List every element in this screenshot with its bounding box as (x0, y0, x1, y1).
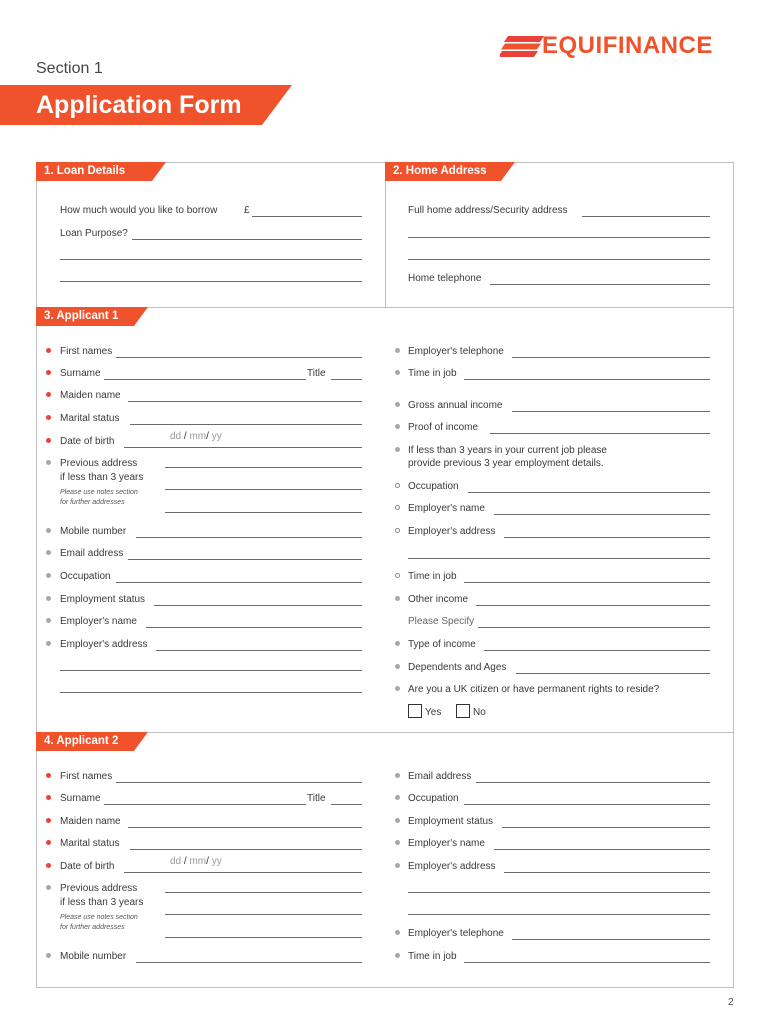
a1-marital-status-field[interactable]: Marital status (60, 412, 362, 426)
a1-maiden-name-field[interactable]: Maiden name (60, 389, 362, 403)
a2-prev-address-line-3[interactable] (165, 937, 362, 938)
optional-marker (395, 664, 400, 669)
home-address-line-3[interactable] (408, 259, 710, 260)
optional-marker (395, 773, 400, 778)
optional-marker (46, 596, 51, 601)
optional-marker (46, 885, 51, 890)
a1-employers-address-line-2[interactable] (60, 670, 362, 671)
a1-uk-citizen-yes-checkbox[interactable] (408, 704, 422, 718)
home-address-field[interactable]: Full home address/Security address (408, 204, 710, 218)
required-marker (46, 348, 51, 353)
brand-logo (500, 32, 740, 60)
home-telephone-field[interactable]: Home telephone (408, 272, 710, 286)
a1-prev-address-line-2[interactable] (165, 489, 362, 490)
a1-no-label: No (473, 707, 486, 718)
a1-yes-label: Yes (425, 707, 442, 718)
currency-symbol: £ (244, 205, 250, 216)
a1-prev-address-line-3[interactable] (165, 512, 362, 513)
tag-applicant2: 4. Applicant 2 (36, 732, 148, 751)
optional-marker (46, 573, 51, 578)
sub-marker (395, 528, 400, 533)
a1-dob-placeholder: dd / mm/ yy (170, 431, 222, 442)
title-banner (0, 85, 292, 125)
a1-please-specify-field[interactable]: Please Specify (408, 615, 710, 629)
required-marker (46, 438, 51, 443)
a2-prev-address-label-1: Previous address (60, 883, 138, 894)
logo-text-finance: FINANCE (602, 32, 713, 59)
a1-first-names-field[interactable]: First names (60, 345, 362, 359)
logo-text-equi: EQUI (542, 32, 603, 59)
a1-prev-employers-address-line-2[interactable] (408, 558, 710, 559)
optional-marker (46, 460, 51, 465)
a2-employers-address-line-3[interactable] (408, 914, 710, 915)
sub-marker (395, 505, 400, 510)
required-marker (46, 773, 51, 778)
a1-other-income-field[interactable]: Other income (408, 593, 710, 607)
a1-uk-citizen-question: Are you a UK citizen or have permanent rights to reside? (408, 684, 660, 695)
a2-employers-address-line-2[interactable] (408, 892, 710, 893)
optional-marker (395, 840, 400, 845)
a2-first-names-field[interactable]: First names (60, 770, 362, 784)
a1-prev-employers-name-field[interactable]: Employer's name (408, 502, 710, 516)
optional-marker (46, 528, 51, 533)
required-marker (46, 415, 51, 420)
optional-marker (395, 402, 400, 407)
a1-mobile-field[interactable]: Mobile number (60, 525, 362, 539)
a1-time-in-job-field[interactable]: Time in job (408, 367, 710, 381)
optional-marker (395, 930, 400, 935)
tag-loan-details: 1. Loan Details (36, 162, 166, 181)
a1-prev-address-label-1: Previous address (60, 458, 138, 469)
sub-marker (395, 573, 400, 578)
a1-employers-name-field[interactable]: Employer's name (60, 615, 362, 629)
a1-dependents-field[interactable]: Dependents and Ages (408, 661, 710, 675)
loan-purpose-line-3[interactable] (60, 281, 362, 282)
required-marker (46, 795, 51, 800)
optional-marker (395, 818, 400, 823)
vertical-divider (385, 162, 386, 308)
required-marker (46, 392, 51, 397)
optional-marker (46, 953, 51, 958)
a2-employment-status-field[interactable]: Employment status (408, 815, 710, 829)
a2-time-in-job-field[interactable]: Time in job (408, 950, 710, 964)
required-marker (46, 863, 51, 868)
optional-marker (395, 447, 400, 452)
borrow-amount-field[interactable]: How much would you like to borrow £ (60, 204, 362, 218)
a1-prev-address-line-1[interactable] (165, 467, 362, 468)
a2-title-field[interactable]: Title (307, 792, 362, 806)
a1-notes-hint: Please use notes section for further addresses (60, 489, 138, 506)
a2-prev-address-line-2[interactable] (165, 914, 362, 915)
required-marker (46, 840, 51, 845)
home-address-line-2[interactable] (408, 237, 710, 238)
optional-marker (395, 370, 400, 375)
tag-applicant1: 3. Applicant 1 (36, 307, 148, 326)
optional-marker (395, 641, 400, 646)
page-number: 2 (728, 997, 734, 1008)
a1-employers-address-field[interactable]: Employer's address (60, 638, 362, 652)
a2-employers-address-field[interactable]: Employer's address (408, 860, 710, 874)
a2-prev-address-line-1[interactable] (165, 892, 362, 893)
section-label: Section 1 (36, 60, 103, 77)
a2-employers-name-field[interactable]: Employer's name (408, 837, 710, 851)
a2-notes-hint: Please use notes section for further addresses (60, 914, 138, 931)
a1-proof-income-field[interactable]: Proof of income (408, 421, 710, 435)
a1-prev-time-in-job-field[interactable]: Time in job (408, 570, 710, 584)
a1-uk-citizen-no-checkbox[interactable] (456, 704, 470, 718)
a1-prev-employers-address-field[interactable]: Employer's address (408, 525, 710, 539)
a2-marital-status-field[interactable]: Marital status (60, 837, 362, 851)
optional-marker (395, 953, 400, 958)
a2-email-field[interactable]: Email address (408, 770, 710, 784)
a1-employers-address-line-3[interactable] (60, 692, 362, 693)
a1-less-than-note-2: provide previous 3 year employment details. (408, 458, 604, 469)
a2-maiden-name-field[interactable]: Maiden name (60, 815, 362, 829)
optional-marker (395, 795, 400, 800)
a2-dob-placeholder: dd / mm/ yy (170, 856, 222, 867)
a1-employers-telephone-field[interactable]: Employer's telephone (408, 345, 710, 359)
page-title: Application Form (36, 91, 242, 119)
a1-gross-income-field[interactable]: Gross annual income (408, 399, 710, 413)
optional-marker (46, 641, 51, 646)
optional-marker (46, 550, 51, 555)
a1-email-field[interactable]: Email address (60, 547, 362, 561)
a2-dob-field[interactable]: Date of birth (60, 860, 362, 874)
required-marker (46, 818, 51, 823)
a1-dob-field[interactable]: Date of birth (60, 435, 362, 449)
a2-mobile-field[interactable]: Mobile number (60, 950, 362, 964)
a1-less-than-note-1: If less than 3 years in your current job please (408, 445, 607, 456)
optional-marker (46, 618, 51, 623)
logo-mark-icon (500, 35, 544, 57)
a2-occupation-field[interactable]: Occupation (408, 792, 710, 806)
optional-marker (395, 596, 400, 601)
a1-title-field[interactable]: Title (307, 367, 362, 381)
a2-employers-telephone-field[interactable]: Employer's telephone (408, 927, 710, 941)
a1-prev-occupation-field[interactable]: Occupation (408, 480, 710, 494)
a1-type-income-field[interactable]: Type of income (408, 638, 710, 652)
optional-marker (395, 686, 400, 691)
required-marker (46, 370, 51, 375)
a2-prev-address-label-2: if less than 3 years (60, 897, 144, 908)
a1-prev-address-label-2: if less than 3 years (60, 472, 144, 483)
a1-employment-status-field[interactable]: Employment status (60, 593, 362, 607)
a1-surname-field[interactable]: Surname (60, 367, 306, 381)
a1-occupation-field[interactable]: Occupation (60, 570, 362, 584)
loan-purpose-field[interactable]: Loan Purpose? (60, 227, 362, 241)
loan-purpose-line-2[interactable] (60, 259, 362, 260)
sub-marker (395, 483, 400, 488)
tag-home-address: 2. Home Address (385, 162, 515, 181)
optional-marker (395, 424, 400, 429)
optional-marker (395, 348, 400, 353)
a2-surname-field[interactable]: Surname (60, 792, 306, 806)
optional-marker (395, 863, 400, 868)
